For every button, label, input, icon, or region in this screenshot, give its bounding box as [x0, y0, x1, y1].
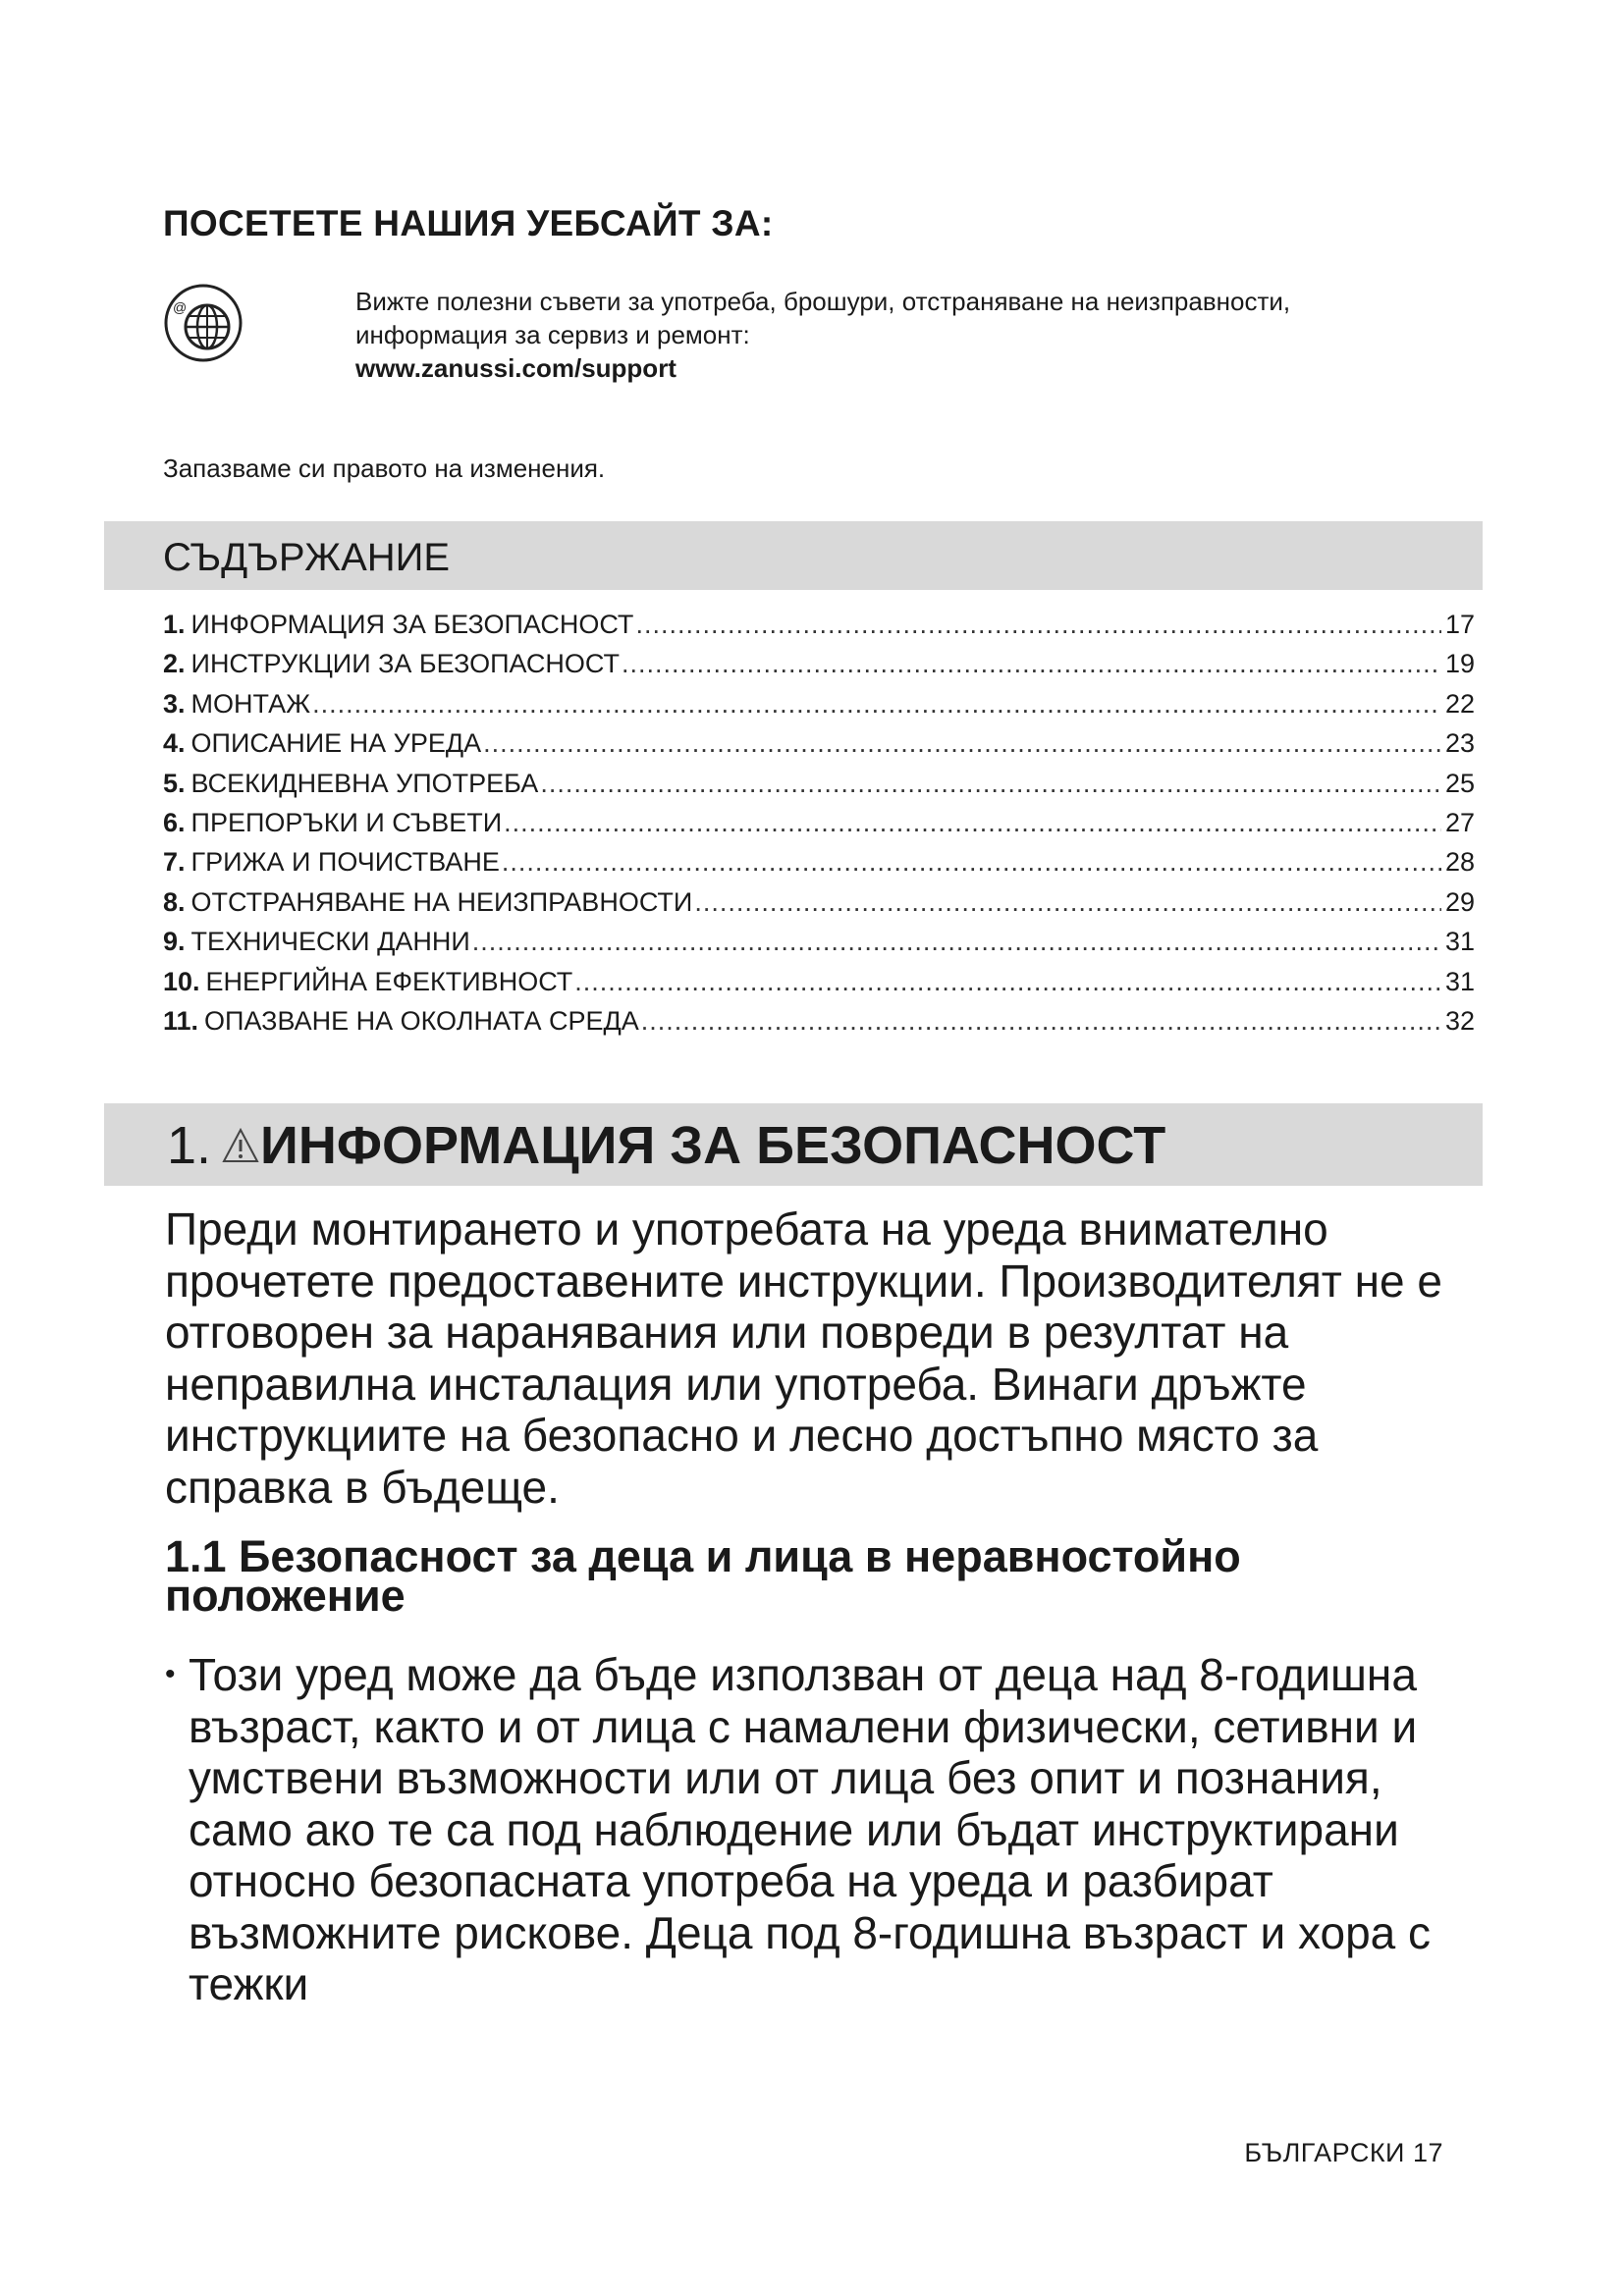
toc-entry-number: 6. — [163, 807, 186, 837]
toc-entry-number: 1. — [163, 610, 186, 639]
toc-entry-number: 2. — [163, 649, 186, 679]
toc-entry[interactable] — [163, 728, 1475, 768]
toc-entry-page: 32 — [1444, 1005, 1475, 1036]
toc-entry[interactable] — [163, 887, 1475, 927]
toc-entry-page: 25 — [1444, 768, 1475, 798]
toc-entry[interactable] — [163, 967, 1475, 1006]
visit-line-1: Вижте полезни съвети за употреба, брошури, отстраняване на неизправности, — [355, 287, 1291, 316]
toc-entry-title: ИНСТРУКЦИИ ЗА БЕЗОПАСНОСТ — [190, 649, 620, 679]
toc-entry-page: 17 — [1444, 610, 1475, 639]
visit-website-heading: ПОСЕТЕТЕ НАШИЯ УЕБСАЙТ ЗА: — [163, 203, 774, 243]
rights-notice: Запазваме си правото на изменения. — [163, 454, 606, 483]
toc-entry-number: 5. — [163, 768, 186, 798]
toc-entry[interactable] — [163, 847, 1475, 886]
toc-leader-dots — [641, 1006, 1441, 1037]
bullet-dot-icon: • — [165, 1658, 176, 1690]
bullet-list-item — [165, 1649, 1481, 2010]
toc-entry[interactable] — [163, 610, 1475, 649]
toc-entry[interactable] — [163, 808, 1475, 847]
section-1-number: 1. — [167, 1116, 212, 1175]
toc-leader-dots — [472, 927, 1441, 957]
section-1-header-bar — [104, 1103, 1483, 1186]
toc-leader-dots — [635, 610, 1441, 640]
toc-entry-title: ОПАЗВАНЕ НА ОКОЛНАТА СРЕДА — [204, 1005, 639, 1036]
toc-entry-page: 28 — [1444, 847, 1475, 878]
toc-entry-title: ТЕХНИЧЕСКИ ДАННИ — [190, 927, 470, 957]
visit-description — [355, 285, 1534, 385]
toc-entry-title: ИНФОРМАЦИЯ ЗА БЕЗОПАСНОСТ — [190, 610, 634, 639]
toc-entry-title: ЕНЕРГИЙНА ЕФЕКТИВНОСТ — [205, 966, 573, 996]
toc-header-bar — [104, 521, 1483, 590]
toc-entry-title: ВСЕКИДНЕВНА УПОТРЕБА — [190, 768, 539, 798]
toc-entry[interactable] — [163, 1006, 1475, 1045]
toc-entry-title: МОНТАЖ — [190, 688, 311, 719]
toc-leader-dots — [502, 847, 1441, 878]
toc-leader-dots — [540, 769, 1441, 799]
toc-entry-title: ОТСТРАНЯВАНЕ НА НЕИЗПРАВНОСТИ — [190, 886, 693, 917]
subsection-1-1-heading: 1.1 Безопасност за деца и лица в неравностойно положение — [165, 1531, 1241, 1621]
toc-entry-page: 31 — [1444, 927, 1475, 957]
toc-entry-number: 3. — [163, 688, 186, 719]
toc-entry-title: ОПИСАНИЕ НА УРЕДА — [190, 728, 482, 759]
toc-leader-dots — [504, 808, 1441, 838]
toc-leader-dots — [312, 689, 1441, 720]
svg-text:@: @ — [173, 299, 188, 315]
toc-entry-number: 4. — [163, 728, 186, 759]
toc-entry-title: ПРЕПОРЪКИ И СЪВЕТИ — [190, 807, 503, 837]
toc-entry-title: ГРИЖА И ПОЧИСТВАНЕ — [190, 847, 500, 878]
toc-entry[interactable] — [163, 927, 1475, 966]
toc-entry-number: 11. — [163, 1005, 199, 1036]
page-footer: БЪЛГАРСКИ 17 — [1244, 2138, 1443, 2167]
toc-entry-page: 22 — [1444, 688, 1475, 719]
toc-leader-dots — [622, 649, 1441, 679]
globe-icon — [163, 283, 244, 363]
toc-heading: СЪДЪРЖАНИЕ — [163, 536, 451, 579]
toc-entry-page: 27 — [1444, 807, 1475, 837]
toc-entry[interactable] — [163, 769, 1475, 808]
toc-entry-page: 29 — [1444, 886, 1475, 917]
toc-entry-number: 9. — [163, 927, 186, 957]
toc-entry-page: 19 — [1444, 649, 1475, 679]
toc-entry-page: 23 — [1444, 728, 1475, 759]
visit-line-2: информация за сервиз и ремонт: — [355, 320, 750, 349]
toc-entry[interactable] — [163, 689, 1475, 728]
toc-entry-number: 10. — [163, 966, 200, 996]
toc-leader-dots — [574, 967, 1441, 997]
bullet-text: Този уред може да бъде използван от деца над 8-годишна възраст, както и от лица с намалени физически, сетивни и умствени възможности или от лица без опит и познания, само ако те са под наблюдение или бъдат инструктирани относно безопасната употреба на уреда и разбират възможните рискове. Деца под 8-годишна възраст и хора с тежки — [189, 1649, 1432, 2009]
toc-entry-page: 31 — [1444, 966, 1475, 996]
toc-leader-dots — [694, 887, 1441, 918]
toc-leader-dots — [483, 728, 1441, 759]
toc-entry-number: 7. — [163, 847, 186, 878]
table-of-contents — [163, 610, 1475, 1045]
toc-entry-number: 8. — [163, 886, 186, 917]
safety-intro-paragraph: Преди монтирането и употребата на уреда внимателно прочетете предоставените инструкции. Производителят не е отговорен за наранявания или повреди в резултат на неправилна инсталация или употреба. Винаги дръжте инструкциите на безопасно и лесно достъпно място за справка в бъдеще. — [165, 1203, 1443, 1513]
section-1-title: ИНФОРМАЦИЯ ЗА БЕЗОПАСНОСТ — [260, 1116, 1166, 1175]
support-url-link[interactable]: www.zanussi.com/support — [355, 353, 677, 383]
toc-entry[interactable] — [163, 649, 1475, 688]
warning-icon — [221, 1126, 260, 1165]
